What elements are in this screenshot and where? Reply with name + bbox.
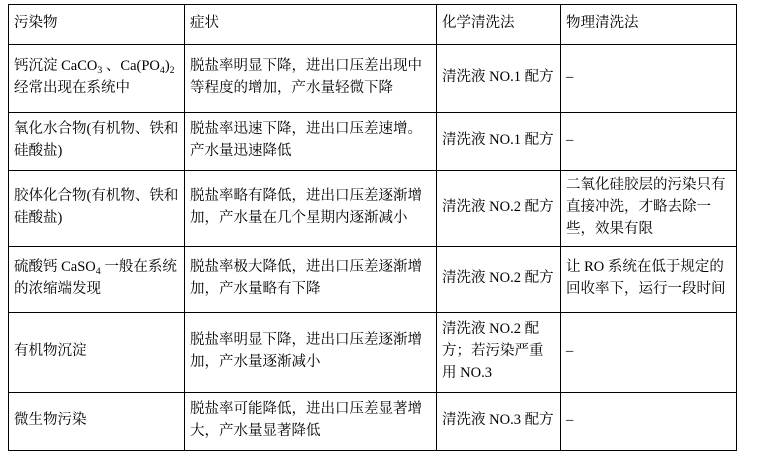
cell-symptom: 脱盐率明显下降，进出口压差逐渐增加，产水量逐渐减小 <box>185 313 437 393</box>
cell-pollutant: 胶体化合物(有机物、铁和硅酸盐) <box>9 171 185 247</box>
cell-physical-cleaning: – <box>561 313 737 393</box>
column-header-chemical-cleaning: 化学清洗法 <box>437 5 561 45</box>
ro-cleaning-methods-table <box>8 4 737 451</box>
cell-pollutant: 氧化水合物(有机物、铁和硅酸盐) <box>9 113 185 171</box>
cell-symptom: 脱盐率明显下降，进出口压差出现中等程度的增加，产水量轻微下降 <box>185 45 437 113</box>
table-row <box>9 313 737 393</box>
table-header-row <box>9 5 737 45</box>
cell-chemical-cleaning: 清洗液 NO.2 配方 <box>437 247 561 313</box>
table-head <box>9 5 737 45</box>
cell-symptom: 脱盐率极大降低，进出口压差逐渐增加，产水量略有下降 <box>185 247 437 313</box>
cell-pollutant: 钙沉淀 CaCO$_3$ 、$Ca(PO_4)_2$经常出现在系统中 <box>9 45 185 113</box>
page-bottom-edge <box>0 425 764 431</box>
cell-physical-cleaning: – <box>561 393 737 451</box>
cell-physical-cleaning: – <box>561 45 737 113</box>
column-header-symptom: 症状 <box>185 5 437 45</box>
cell-pollutant: 有机物沉淀 <box>9 313 185 393</box>
cell-chemical-cleaning: 清洗液 NO.2 配方；若污染严重用 NO.3 <box>437 313 561 393</box>
table-row <box>9 393 737 451</box>
cell-physical-cleaning: 让 RO 系统在低于规定的回收率下，运行一段时间 <box>561 247 737 313</box>
cell-chemical-cleaning: 清洗液 NO.3 配方 <box>437 393 561 451</box>
cell-physical-cleaning: – <box>561 113 737 171</box>
table-row <box>9 247 737 313</box>
cell-chemical-cleaning: 清洗液 NO.2 配方 <box>437 171 561 247</box>
cell-symptom: 脱盐率略有降低，进出口压差逐渐增加，产水量在几个星期内逐渐减小 <box>185 171 437 247</box>
cell-chemical-cleaning: 清洗液 NO.1 配方 <box>437 45 561 113</box>
cell-chemical-cleaning: 清洗液 NO.1 配方 <box>437 113 561 171</box>
column-header-pollutant: 污染物 <box>9 5 185 45</box>
column-header-physical-cleaning: 物理清洗法 <box>561 5 737 45</box>
table-row <box>9 171 737 247</box>
document-page <box>0 4 764 439</box>
cell-pollutant: 微生物污染 <box>9 393 185 451</box>
cell-pollutant: 硫酸钙 CaSO$_4$ 一般在系统的浓缩端发现 <box>9 247 185 313</box>
cell-symptom: 脱盐率可能降低，进出口压差显著增大，产水量显著降低 <box>185 393 437 451</box>
table-row <box>9 45 737 113</box>
table-body <box>9 45 737 451</box>
table-row <box>9 113 737 171</box>
cell-symptom: 脱盐率迅速下降，进出口压差速增。产水量迅速降低 <box>185 113 437 171</box>
cell-physical-cleaning: 二氧化硅胶层的污染只有直接冲洗，才略去除一些，效果有限 <box>561 171 737 247</box>
